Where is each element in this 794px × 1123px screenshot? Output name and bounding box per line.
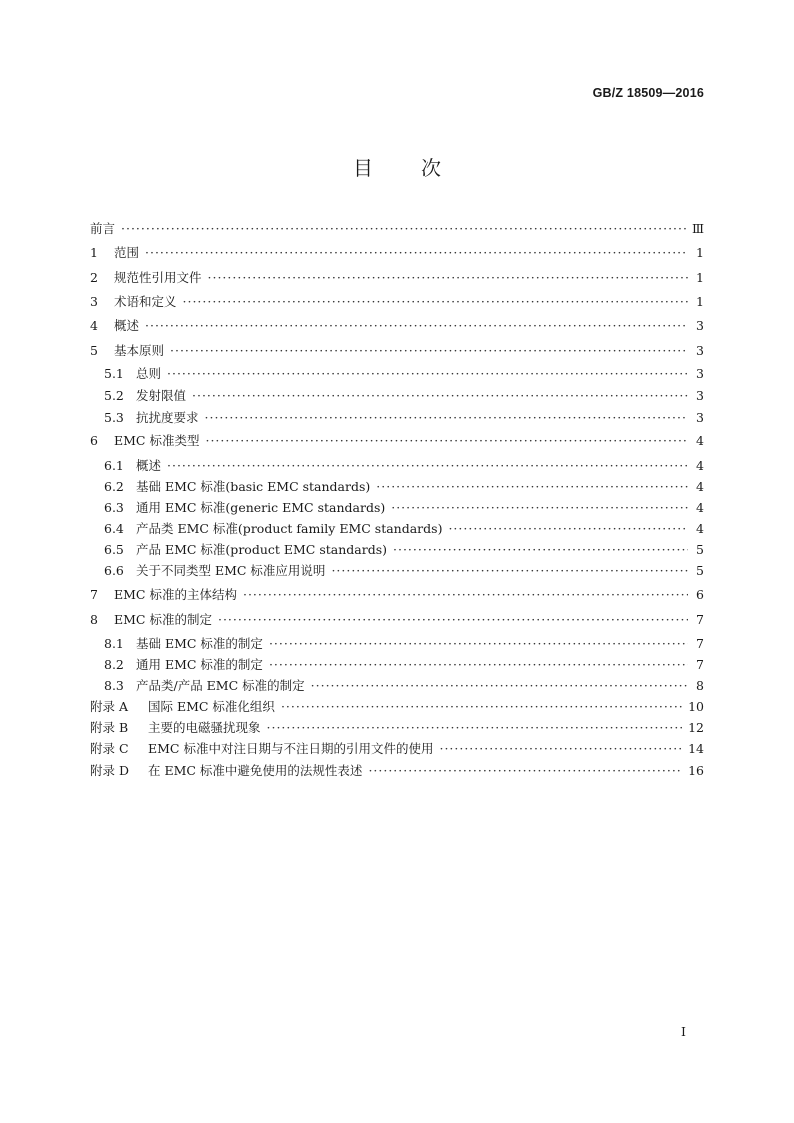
- toc-entry-title: 前言: [90, 221, 116, 236]
- toc-entry-title: 抗扰度要求: [136, 410, 199, 425]
- toc-entry[interactable]: [104, 519, 704, 539]
- toc-entry-title: EMC 标准的制定: [114, 612, 212, 627]
- toc-entry-title: 基础 EMC 标准的制定: [136, 636, 263, 651]
- toc-entry-page: 1: [696, 270, 704, 285]
- toc-entry-title: 主要的电磁骚扰现象: [148, 720, 261, 735]
- toc-entry-number: 1: [90, 245, 98, 260]
- toc-entry-page: 7: [696, 612, 704, 627]
- toc-dot-leader: [192, 388, 688, 403]
- toc-entry-title: 总则: [136, 366, 162, 381]
- toc-entry[interactable]: [90, 219, 704, 239]
- toc-entry-number: 4: [90, 318, 98, 333]
- toc-entry[interactable]: [104, 655, 704, 675]
- toc-entry-page: 8: [696, 678, 704, 693]
- toc-entry[interactable]: [90, 718, 704, 738]
- toc-entry[interactable]: [104, 634, 704, 654]
- toc-entry-title: 范围: [114, 245, 140, 260]
- toc-entry[interactable]: [90, 292, 704, 312]
- toc-entry-number: 6.3: [104, 500, 124, 515]
- toc-entry-title: 基本原则: [114, 343, 165, 358]
- toc-dot-leader: [269, 636, 688, 651]
- toc-dot-leader: [167, 458, 688, 473]
- toc-entry-title: 规范性引用文件: [114, 270, 202, 285]
- toc-entry-number: 8.1: [104, 636, 124, 651]
- toc-entry-title: 国际 EMC 标准化组织: [148, 699, 275, 714]
- toc-entry-number: 附录 A: [90, 699, 129, 714]
- toc-dot-leader: [267, 720, 683, 735]
- toc-entry[interactable]: [104, 477, 704, 497]
- toc-dot-leader: [205, 433, 688, 448]
- toc-dot-leader: [218, 612, 688, 627]
- toc-dot-leader: [145, 318, 688, 333]
- toc-entry-page: 5: [696, 542, 704, 557]
- toc-dot-leader: [205, 410, 688, 425]
- toc-entry-title: 概述: [136, 458, 162, 473]
- toc-entry-number: 5.3: [104, 410, 124, 425]
- toc-dot-leader: [331, 563, 688, 578]
- toc-entry-number: 5: [90, 343, 98, 358]
- toc-entry-title: EMC 标准的主体结构: [114, 587, 237, 602]
- toc-entry-title: EMC 标准类型: [114, 433, 200, 448]
- toc-entry-page: 1: [696, 245, 704, 260]
- toc-entry[interactable]: [104, 456, 704, 476]
- toc-entry-number: 附录 B: [90, 720, 129, 735]
- toc-entry-page: 3: [696, 343, 704, 358]
- toc-entry-page: 4: [696, 458, 704, 473]
- toc-entry-page: Ⅲ: [691, 221, 704, 236]
- toc-dot-leader: [281, 699, 682, 714]
- toc-entry-page: 4: [696, 433, 704, 448]
- toc-entry-page: 3: [696, 318, 704, 333]
- toc-entry-number: 8.2: [104, 657, 124, 672]
- toc-entry-page: 3: [696, 410, 704, 425]
- toc-entry[interactable]: [90, 610, 704, 630]
- toc-dot-leader: [121, 221, 686, 236]
- toc-entry-number: 8: [90, 612, 98, 627]
- toc-dot-leader: [368, 763, 682, 778]
- toc-entry-page: 12: [688, 720, 704, 735]
- toc-entry-title: 在 EMC 标准中避免使用的法规性表述: [148, 763, 363, 778]
- toc-entry-page: 5: [696, 563, 704, 578]
- toc-entry[interactable]: [104, 676, 704, 696]
- toc-entry[interactable]: [90, 739, 704, 759]
- toc-entry-page: 4: [696, 479, 704, 494]
- toc-entry-number: 6.5: [104, 542, 124, 557]
- toc-dot-leader: [145, 245, 688, 260]
- toc-entry-number: 附录 D: [90, 763, 129, 778]
- toc-entry-page: 4: [696, 500, 704, 515]
- toc-entry-page: 14: [688, 741, 704, 756]
- toc-entry[interactable]: [104, 408, 704, 428]
- toc-entry-page: 3: [696, 388, 704, 403]
- toc-entry-title: 基础 EMC 标准(basic EMC standards): [136, 479, 371, 494]
- toc-entry-number: 2: [90, 270, 98, 285]
- toc-entry-page: 16: [688, 763, 704, 778]
- toc-dot-leader: [269, 657, 688, 672]
- toc-entry[interactable]: [90, 431, 704, 451]
- toc-entry-page: 4: [696, 521, 704, 536]
- toc-entry-page: 7: [696, 657, 704, 672]
- toc-entry-title: 术语和定义: [114, 294, 177, 309]
- toc-entry-page: 10: [688, 699, 704, 714]
- toc-entry-number: 附录 C: [90, 741, 129, 756]
- toc-entry-number: 6.6: [104, 563, 124, 578]
- toc-dot-leader: [170, 343, 688, 358]
- toc-entry-page: 6: [696, 587, 704, 602]
- toc-dot-leader: [311, 678, 688, 693]
- toc-entry[interactable]: [104, 561, 704, 581]
- toc-entry-number: 6.1: [104, 458, 124, 473]
- toc-dot-leader: [167, 366, 688, 381]
- toc-entry-title: EMC 标准中对注日期与不注日期的引用文件的使用: [148, 741, 434, 756]
- toc-entry[interactable]: [104, 540, 704, 560]
- toc-entry-title: 发射限值: [136, 388, 187, 403]
- toc-entry-number: 5.1: [104, 366, 124, 381]
- toc-dot-leader: [393, 542, 688, 557]
- toc-entry-page: 7: [696, 636, 704, 651]
- toc-entry-page: 3: [696, 366, 704, 381]
- toc-entry[interactable]: [104, 498, 704, 518]
- page-title: 目次: [353, 156, 489, 180]
- toc-entry[interactable]: [90, 243, 704, 263]
- toc-dot-leader: [391, 500, 688, 515]
- toc-entry[interactable]: [90, 268, 704, 288]
- toc-entry-number: 5.2: [104, 388, 124, 403]
- toc-dot-leader: [376, 479, 688, 494]
- toc-dot-leader: [183, 294, 688, 309]
- toc-entry[interactable]: [90, 341, 704, 361]
- toc-entry-number: 6: [90, 433, 98, 448]
- toc-entry-title: 产品类/产品 EMC 标准的制定: [136, 678, 305, 693]
- toc-entry-title: 通用 EMC 标准的制定: [136, 657, 263, 672]
- toc-dot-leader: [243, 587, 688, 602]
- toc-entry-number: 8.3: [104, 678, 124, 693]
- toc-entry[interactable]: [90, 761, 704, 781]
- toc-entry-title: 通用 EMC 标准(generic EMC standards): [136, 500, 386, 515]
- toc-entry-number: 6.4: [104, 521, 124, 536]
- toc-entry[interactable]: [104, 386, 704, 406]
- toc-entry-number: 6.2: [104, 479, 124, 494]
- footer-page-number: I: [681, 1024, 686, 1039]
- toc-entry-title: 概述: [114, 318, 140, 333]
- toc-dot-leader: [448, 521, 688, 536]
- toc-entry-number: 7: [90, 587, 98, 602]
- toc-dot-leader: [439, 741, 682, 756]
- toc-dot-leader: [208, 270, 688, 285]
- toc-entry-title: 关于不同类型 EMC 标准应用说明: [136, 563, 326, 578]
- toc-entry[interactable]: [104, 364, 704, 384]
- toc-entry-title: 产品类 EMC 标准(product family EMC standards): [136, 521, 443, 536]
- toc-entry[interactable]: [90, 697, 704, 717]
- toc-entry-page: 1: [696, 294, 704, 309]
- toc-entry[interactable]: [90, 316, 704, 336]
- toc-entry[interactable]: [90, 585, 704, 605]
- toc-entry-title: 产品 EMC 标准(product EMC standards): [136, 542, 387, 557]
- toc-entry-number: 3: [90, 294, 98, 309]
- standard-number: GB/Z 18509—2016: [592, 86, 704, 100]
